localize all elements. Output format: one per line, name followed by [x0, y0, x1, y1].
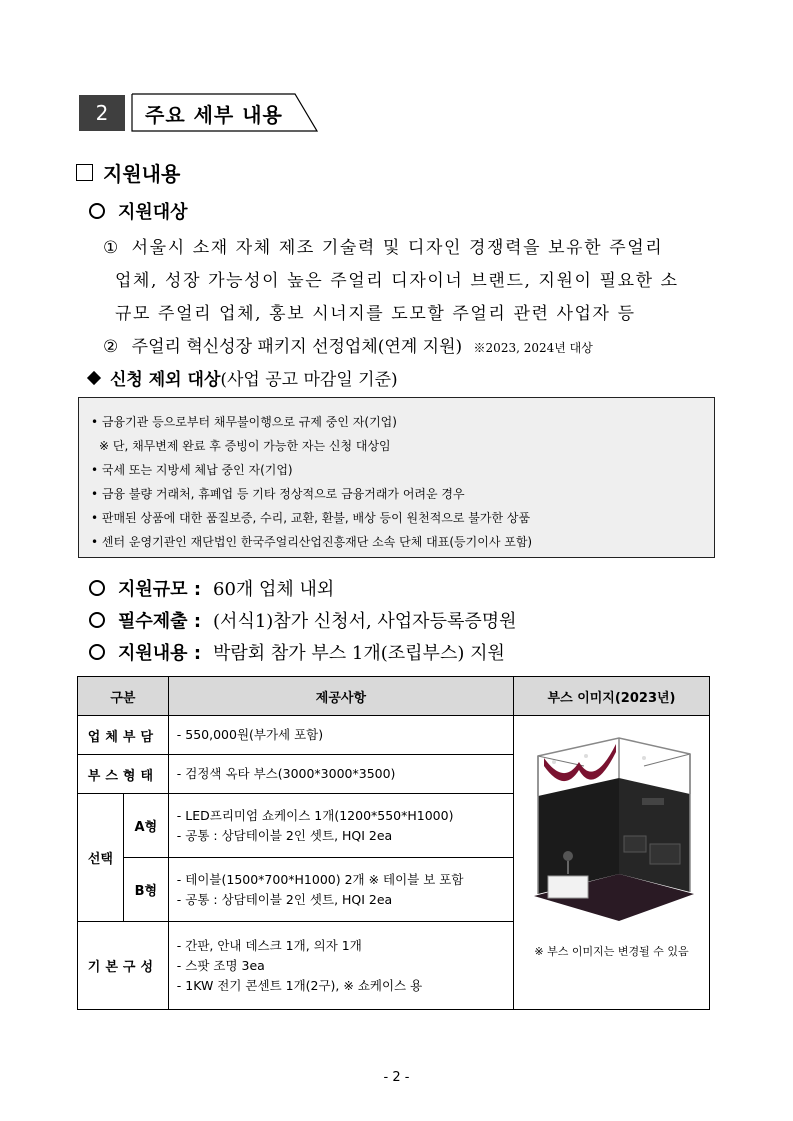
- required-label: 필수제출 :: [118, 611, 202, 632]
- item2-note: ※2023, 2024년 대상: [473, 341, 593, 355]
- section-title-box: [131, 93, 319, 137]
- company-burden-desc: - 550,000원(부가세 포함): [168, 716, 513, 755]
- basic-config-label: 기본구성: [78, 922, 169, 1010]
- header-provision: 제공사항: [168, 677, 513, 716]
- table-row: [78, 716, 710, 755]
- company-burden-label: 업체부담: [78, 716, 169, 755]
- page-number: - 2 -: [383, 1070, 410, 1085]
- exclusion-item: • 국세 또는 지방세 체납 중인 자(기업): [91, 463, 293, 477]
- circle-bullet-icon: [89, 580, 105, 596]
- circle-bullet-icon: [89, 203, 105, 219]
- heading-target: [89, 198, 188, 224]
- exclusion-item: • 판매된 상품에 대한 품질보증, 수리, 교환, 환불, 배상 등이 원천적으로 불가한 상품: [91, 511, 531, 525]
- exclusion-box: [78, 397, 715, 558]
- option-a-label: A형: [123, 794, 168, 858]
- support-scale: [89, 575, 334, 601]
- target-item1-line3: 규모 주얼리 업체, 홍보 시너지를 도모할 주얼리 관련 사업자 등: [115, 304, 636, 324]
- header-category: 구분: [78, 677, 169, 716]
- exclusion-label: 신청 제외 대상: [110, 370, 221, 390]
- basic-config-line: - 간판, 안내 데스크 1개, 의자 1개: [176, 937, 362, 953]
- circle-bullet-icon: [89, 612, 105, 628]
- target-item2: [103, 332, 593, 357]
- item2-text: 주얼리 혁신성장 패키지 선정업체(연계 지원): [131, 337, 463, 357]
- checkbox-square-icon: [76, 164, 93, 181]
- basic-config-desc: [168, 922, 513, 1010]
- option-label: 선택: [78, 794, 124, 922]
- heading-support-content: [76, 158, 180, 187]
- booth-type-label: 부스형태: [78, 755, 169, 794]
- scale-value: 60개 업체 내외: [213, 579, 335, 600]
- item2-number: ②: [103, 337, 119, 357]
- table-header-row: [78, 677, 710, 716]
- content-label: 지원내용 :: [118, 643, 202, 664]
- target-item1-line2: 업체, 성장 가능성이 높은 주얼리 디자이너 브랜드, 지원이 필요한 소: [115, 271, 679, 291]
- option-b-line: - 테이블(1500*700*H1000) 2개 ※ 테이블 보 포함: [176, 871, 464, 887]
- basic-config-line: - 1KW 전기 콘센트 1개(2구), ※ 쇼케이스 용: [176, 977, 423, 993]
- content-value: 박람회 참가 부스 1개(조립부스) 지원: [213, 643, 505, 664]
- option-a-line: - LED프리미엄 쇼케이스 1개(1200*550*H1000): [176, 807, 454, 823]
- target-label: 지원대상: [118, 202, 188, 223]
- circle-bullet-icon: [89, 644, 105, 660]
- option-b-label: B형: [123, 858, 168, 922]
- item1-text: 서울시 소재 자체 제조 기술력 및 디자인 경쟁력을 보유한 주얼리: [131, 238, 664, 258]
- exclusion-item: • 금융 불량 거래처, 휴폐업 등 기타 정상적으로 금융거래가 어려운 경우: [91, 487, 465, 501]
- exclusion-item: • 센터 운영기관인 재단법인 한국주얼리산업진흥재단 소속 단체 대표(등기이사 포함): [91, 535, 533, 549]
- exclusion-suffix: (사업 공고 마감일 기준): [220, 370, 398, 390]
- support-table: [77, 676, 710, 1010]
- option-a-desc: [168, 794, 513, 858]
- booth-image-cell: [514, 716, 710, 1010]
- option-b-line: - 공통 : 상담테이블 2인 셋트, HQI 2ea: [176, 891, 393, 907]
- exclusion-note: ※ 단, 채무변제 완료 후 증빙이 가능한 자는 신청 대상임: [99, 439, 391, 453]
- heading-exclusion: [85, 365, 398, 390]
- section-number: 2: [79, 95, 125, 131]
- scale-label: 지원규모 :: [118, 579, 202, 600]
- option-a-line: - 공통 : 상담테이블 2인 셋트, HQI 2ea: [176, 827, 393, 843]
- target-item1-line1: [103, 233, 663, 258]
- booth-type-desc: - 검정색 옥타 부스(3000*3000*3500): [168, 755, 513, 794]
- basic-config-line: - 스팟 조명 3ea: [176, 957, 265, 973]
- heading-text: 지원내용: [103, 162, 181, 186]
- option-b-desc: [168, 858, 513, 922]
- required-value: (서식1)참가 신청서, 사업자등록증명원: [213, 611, 517, 632]
- item1-number: ①: [103, 238, 119, 258]
- header-booth-image: 부스 이미지(2023년): [514, 677, 710, 716]
- support-content: [89, 639, 505, 665]
- booth-image: [524, 726, 700, 936]
- diamond-bullet-icon: [87, 370, 101, 384]
- section-title: 주요 세부 내용: [145, 103, 283, 127]
- exclusion-item: • 금융기관 등으로부터 채무불이행으로 규제 중인 자(기업): [91, 415, 397, 429]
- booth-image-caption: ※ 부스 이미지는 변경될 수 있음: [534, 945, 689, 958]
- required-submission: [89, 607, 517, 633]
